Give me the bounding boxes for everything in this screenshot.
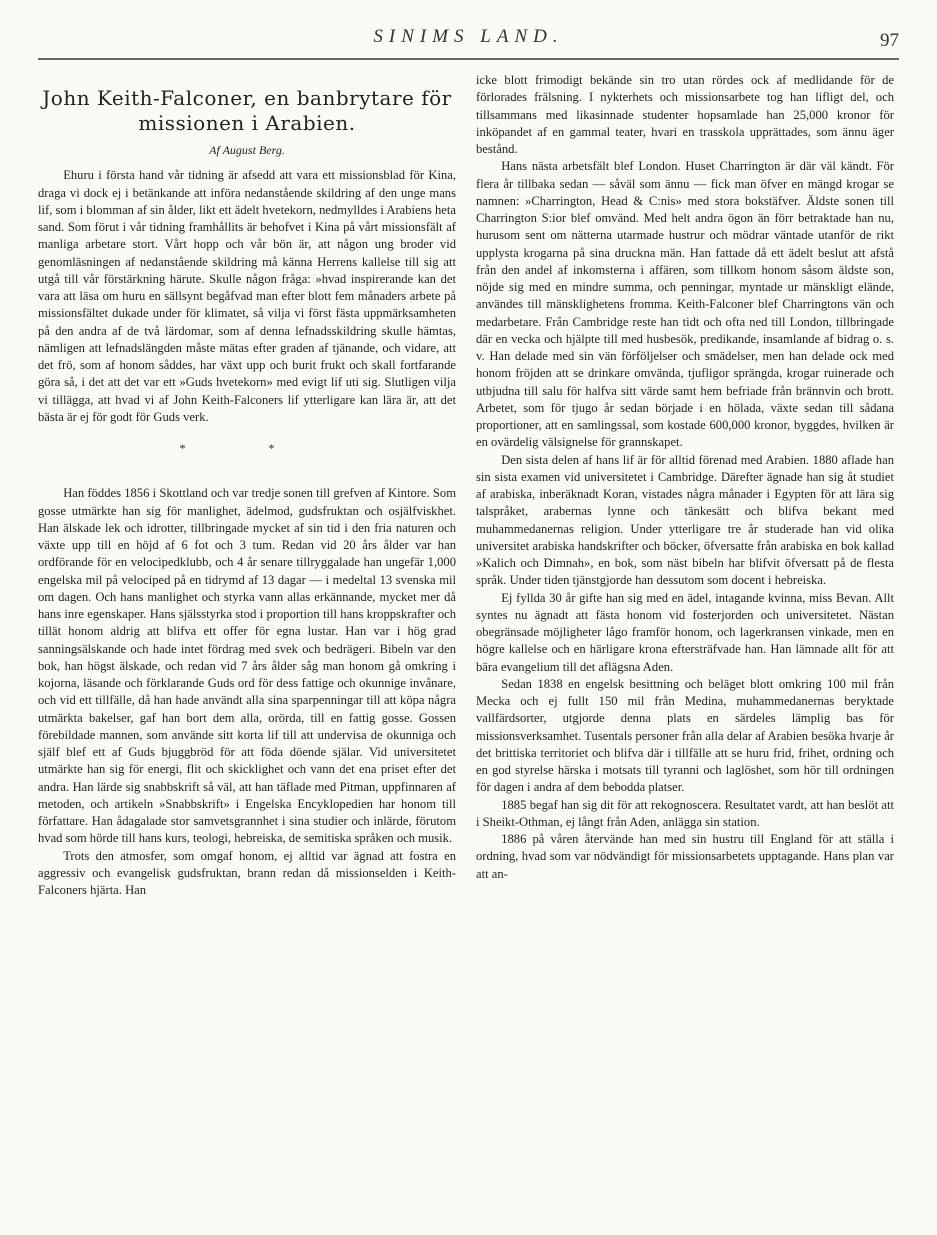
header-rule <box>38 58 899 62</box>
article-title <box>38 86 456 136</box>
paragraph-1885: 1885 begaf han sig dit för att rekognoscera. Resultatet vardt, att han beslöt att i Sheikt-Othman, ej långt från Aden, anlägga sin station. <box>476 797 894 829</box>
page-number: 97 <box>880 30 899 51</box>
paragraph-arabia: Den sista delen af hans lif är för alltid förenad med Arabien. 1880 aflade han sin sista examen vid universitetet i Cambridge. Därefter ägnade han sig åt studiet af arabiska, inberäknadt Koran, vistades några månader i Egypten för att lära sig talspråket, arabernas lynne och tänkesätt och blifva bekant med muhammedanernas religion. Under ytterligare tre år studerade han vid olika universitet arabiska handskrifter och böcker, öfversatte från arabiska en bok kallad »Kalich och Dimnah», en bok, som näst bibeln har blifvit öfversatt på de flesta språk. Under tiden tjänstgjorde han dessutom som docent i hebreiska. <box>476 452 894 588</box>
article-title-line-2: missionen i Arabien. <box>138 111 356 135</box>
paragraph-atmosphere: Trots den atmosfer, som omgaf honom, ej alltid var ägnad att fostra en aggressiv och evangelisk gudsfruktan, brann redan då missionselden i Keith-Falconers hjärta. Han <box>38 848 456 897</box>
section-divider: * * <box>179 441 315 455</box>
paragraph-marriage: Ej fyllda 30 år gifte han sig med en ädel, intagande kvinna, miss Bevan. Allt syntes nu ägnadt att fästa honom vid fosterjorden och universitetet. Nästan obegränsade möjligheter lågo framför honom, och lagerkransen vinkade, men en högre kallelse och en härligare krona eftersträfvade han. Han lämnade allt för att bära evangelium till det aflägsna Aden. <box>476 590 894 674</box>
paragraph-intro: Ehuru i första hand vår tidning är afsedd att vara ett missionsblad för Kina, draga vi dock ej i betänkande att införa nedanstående skildring af den unge mans lif, som i blomman af sin ålder, likt ett ädelt hvetekorn, nedmylldes i Arabiens heta sand. Som förut i vår tidning framhållits är behofvet i Kina på vårt missionsfält af manliga arbetare stort. Vårt hopp och vår bön är, att någon ung broder vid genomläsningen af nedanstående skildring må känna Herrens kallelse till sig att utgå till vår förstärkning härute. Skulle någon fråga: »hvad inspirerande kan det vara att läsa om huru en sällsynt begåfvad man efter blott fem månaders arbete på missionsfältet dukade under för klimatet, så vilja vi först fästa uppmärksamheten på den andra af de två lärdomar, som af denna lefnadsskildring skulle hämtas, nämligen att lefnadslängden måste mätas efter graden af tjänande, och vidare, att det frö, som af honom såddes, har växt upp och burit frukt och skall fortfarande göra så, i det att det var ett »Guds hvetekorn» med evigt lif uti sig. Slutligen vilja vi tillägga, att hvad vi af John Keith-Falconers lif ytterligare kan lära är, att det bästa är ej för godt för Guds verk. <box>38 168 456 424</box>
article-title-line-1: John Keith-Falconer, en banbrytare för <box>42 86 452 110</box>
paragraph-london: Hans nästa arbetsfält blef London. Huset Charrington är där väl kändt. För flera år tillbaka sedan — såväl som ännu — fick man öfver en mängd krogar se namnen: »Charrington, Head & C:nis» med stora bokstäfver. Äldste sonen till Charrington S:ior blef omvänd. Med helt andra ögon än förr betraktade han nu, hurusom sent om nätterna utarmade hustrur och mödrar väntade utanför de rikt upplysta krogarna på sina druckna män. Han fattade då ett ädelt beslut att afstå från den andel af inkomsterna i affären, som tillkom honom såsom äldste son, nöjde sig med en mindre summa, och penningar, myntade ur mänskligt elände, användes till mänsklighetens fromma. Keith-Falconer blef Charringtons vän och medarbetare. Från Cambridge reste han tidt och ofta ned till London, tillbringade där en vecka och hjälpte till med husbesök, predikande, insamlande af bidrag o. s. v. Han delade med sin vän förföljelser och smädelser, men han delade ock med honom fröjden att se drinkare omvända, tjufligor sprängda, krogar ruinerade och utbjudna till salu för halfva sitt värde samt hem befriade från brännvin och brott. Arbetet, som för tjugo år sedan började i en hölada, växte sedan till sådana proportioner, att en samlingssal, som kostade 600,000 kronor, byggdes, hvilken är en ovärdelig välsignelse för grannskapet. <box>476 159 894 450</box>
paragraph-aden: Sedan 1838 en engelsk besittning och beläget blott omkring 100 mil från Mecka och ej fullt 150 mil från Medina, muhammedanernas beryktade vallfärdsorter, utgjorde denna plats en särdeles lämplig bas för missionsverksamhet. Tusentals personer från alla delar af Arabien besöka hvarje år det brittiska territoriet och blifva där i tillfälle att se huru frid, frihet, ordning och en god styrelse härska i motsats till tyranni och laglöshet, som hör till ordningen för dagen i andra af dem bebodda platser. <box>476 676 894 795</box>
paragraph-1886: 1886 på våren återvände han med sin hustru till England för att ställa i ordning, hvad som var nödvändigt för missionsarbetets upptagande. Hans plan var att an- <box>476 832 894 881</box>
running-head <box>38 20 899 60</box>
right-column <box>476 72 894 883</box>
article-author: Af August Berg. <box>209 143 285 157</box>
left-column <box>38 72 456 899</box>
paragraph-birth: Han föddes 1856 i Skottland och var tredje sonen till grefven af Kintore. Som gosse utmärkte han sig för manlighet, ädelmod, gudsfruktan och osjälfviskhet. Han älskade lek och idrotter, tillbringade mycket af sin tid i den fria naturen och växte upp till en höjd af 6 fot och 3 tum. Redan vid 20 års ålder var han ordförande för en velocipedklubb, och 4 år senare tillryggalade han ungefär 1,000 engelska mil på velociped på en tidrymd af 13 dagar — i medeltal 13 svenska mil om dagen. Och hans manlighet och styrka vann allas erkännande, mycket mer då hans inre egenskaper. Hans själsstyrka stod i proportion till hans kroppskrafter och tillät honom aldrig att blifva ett offer för egna lustar. Han var i hög grad sanningsälskande och hade intet fördrag med svek och bedrägeri. Bibeln var den bok, han högst älskade, och redan vid 7 års ålder såg man honom gå omkring i kojorna, läsande och förklarande Guds ord för dess fattige och okunnige invånare, och vid ett tillfälle, då han hade användt alla sina sparpenningar till att köpa några utmärkta bakelser, gaf han bort dem alla, orörda, till en fattig gosse. Gossen förebildade mannen, som använde sitt korta lif till att undervisa de okunniga och själf blef ett af Guds bjuggbröd för att föda döende själar. Vid universitetet utmärkte han sig för energi, flit och skicklighet och vann det ena priset efter det andra. Han lärde sig snabbskrift så väl, att han täflade med Pitman, uppfinnaren af metoden, och artikeln »Snabbskrift» i Engelska Encyklopedien har honom till författare. Han ådagalade stor samvetsgrannhet i sina studier och inlärde, förutom hvad som hörde till hans kurs, teologi, hebreiska, de semitiska språken och musik. <box>38 486 456 846</box>
paragraph-continuation: icke blott frimodigt bekände sin tro utan rördes ock af medlidande för de förlorades frälsning. I nykterhets och missionsarbete tog han lifligt del, och tillsammans med likasinnade studenter hopsamlade han 25,000 kronor för inköpandet af en gammal teater, hvari en trasskola upprättades, som ännu äger bestånd. <box>476 73 894 156</box>
running-title: SINIMS LAND. <box>373 26 564 47</box>
